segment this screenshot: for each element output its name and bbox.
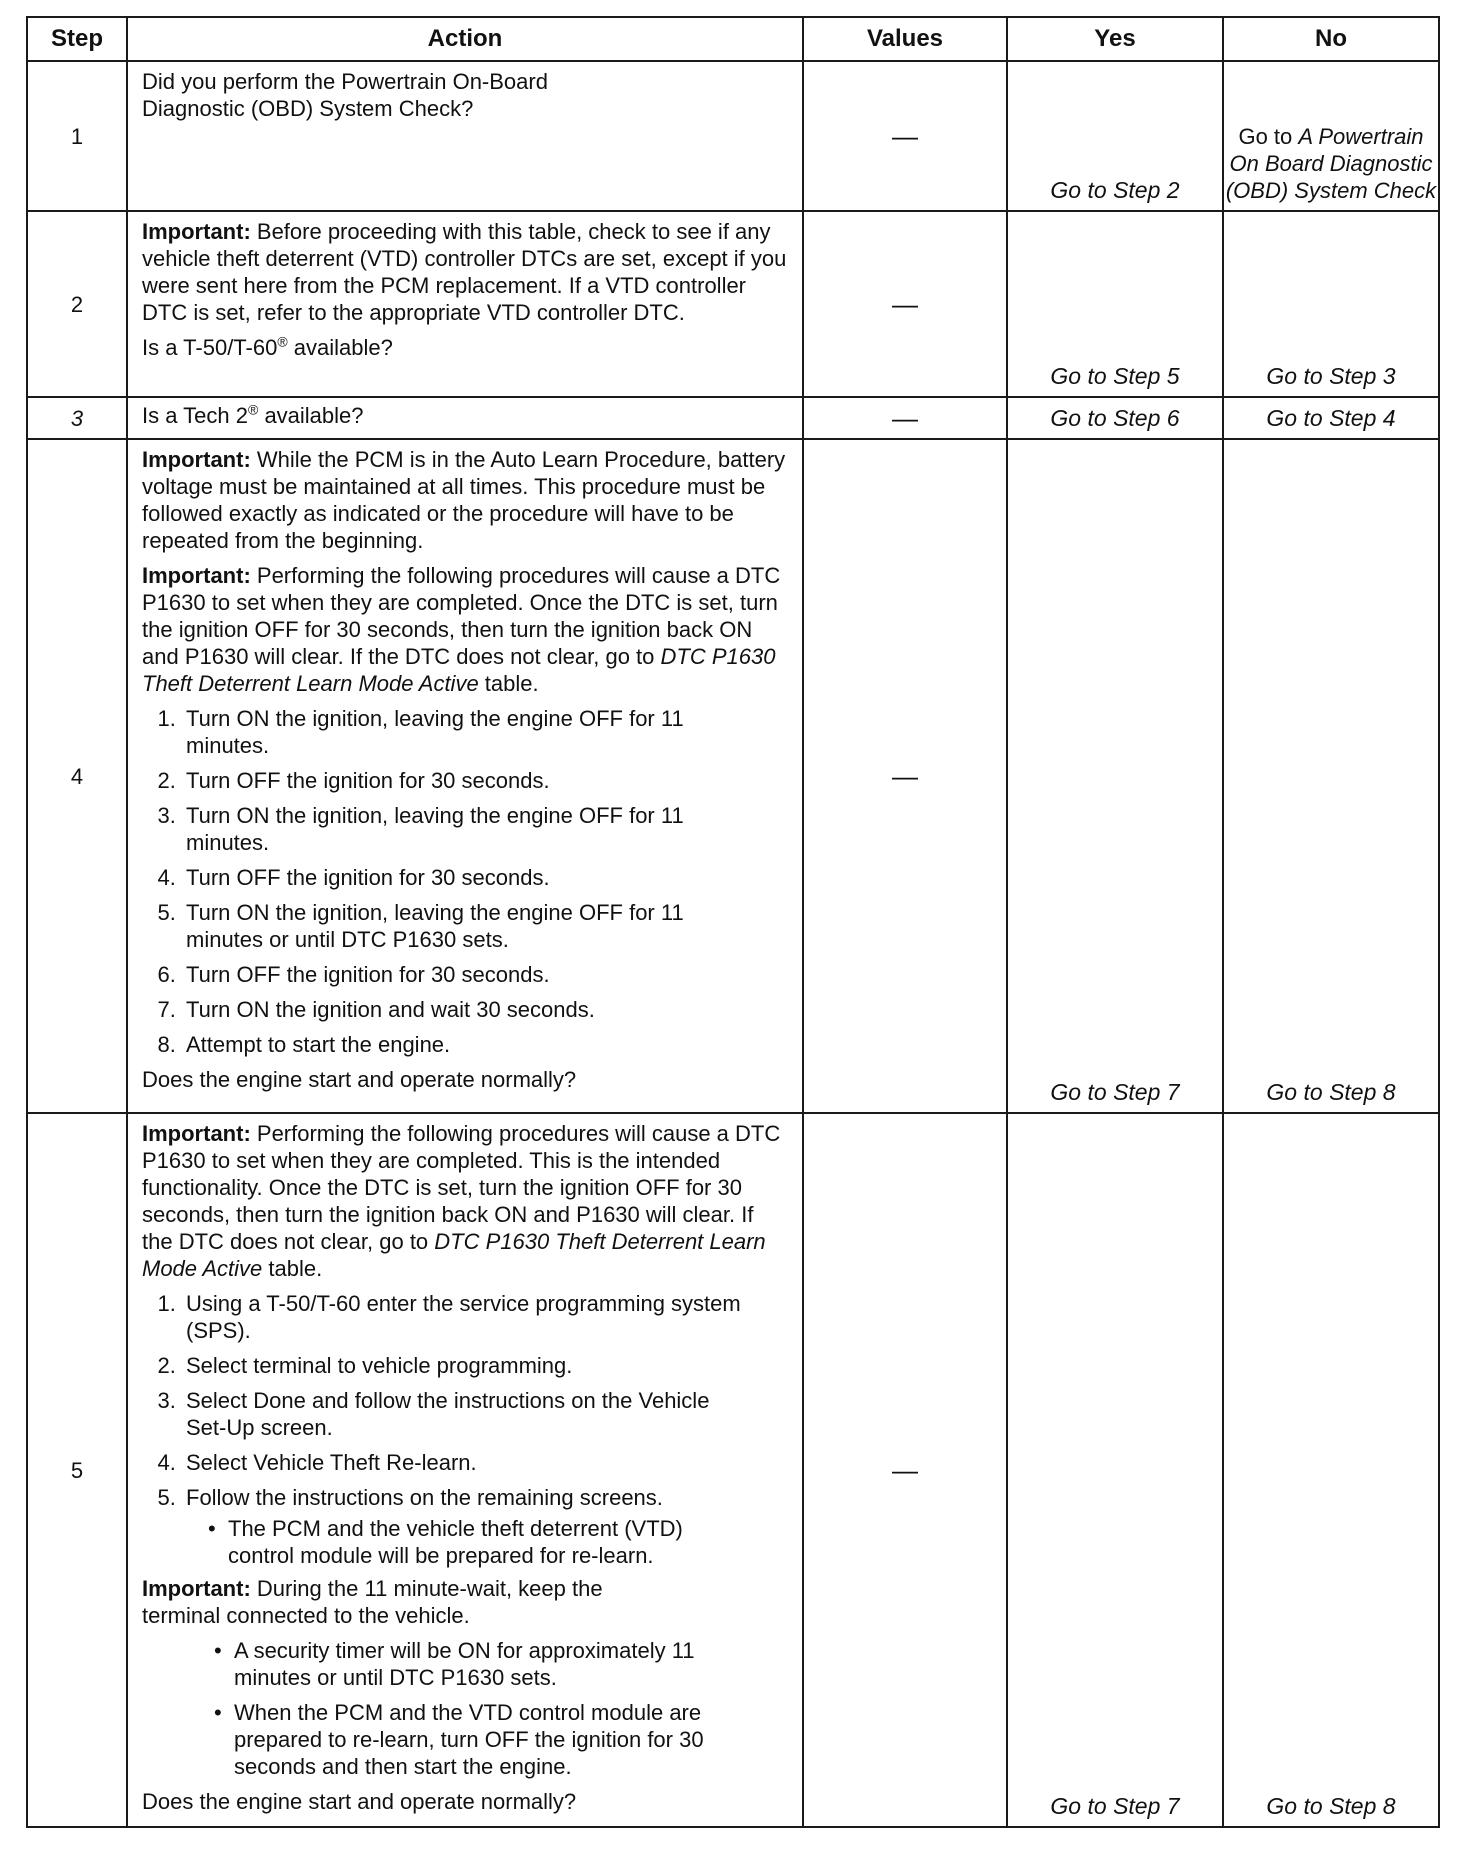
important-text: Before proceeding with this table, check to see if any vehicle theft deterrent (VTD) controller DTCs are set, except if you were sent here from the PCM replacement. If a VTD controller DTC is set, refer to the appropriate VTD controller DTC. — [142, 219, 787, 325]
sub-bullets — [186, 1515, 790, 1569]
action-cell — [127, 397, 803, 439]
no-link[interactable]: Go to Step 8 — [1266, 1079, 1396, 1105]
values-cell: — — [803, 397, 1007, 439]
important-text: During the 11 minute-wait, keep the terminal connected to the vehicle. — [142, 1576, 603, 1628]
step-number: 4 — [27, 439, 127, 1113]
action-cell — [127, 1113, 803, 1827]
header-yes: Yes — [1007, 17, 1223, 61]
no-cell — [1223, 1113, 1439, 1827]
header-no: No — [1223, 17, 1439, 61]
no-link[interactable]: Go to Step 8 — [1266, 1793, 1396, 1819]
yes-link[interactable]: Go to Step 6 — [1050, 405, 1180, 431]
important-text: Performing the following procedures will cause a DTC P1630 to set when they are completed. Once the DTC is set, turn the ignition OFF for 30 seconds, then turn the ignition back ON and P1630 will clear. If the DTC does not clear, go to — [142, 563, 781, 669]
procedure-step: 4. Select Vehicle Theft Re-learn. — [182, 1449, 790, 1476]
procedure-step: 6. Turn OFF the ignition for 30 seconds. — [182, 961, 790, 988]
table-row-step-1 — [27, 61, 1439, 211]
important-note: Important: Performing the following procedures will cause a DTC P1630 to set when they are completed. This is the intended functionality. Once the DTC is set, turn the ignition OFF for 30 seconds, then turn the ignition back ON and P1630 will clear. If the DTC does not clear, go to DTC P1630 Theft Deterrent Learn Mode Active table. — [142, 1121, 781, 1281]
important-label: Important: — [142, 1121, 251, 1146]
yes-cell — [1007, 1113, 1223, 1827]
procedure-step: 3. Turn ON the ignition, leaving the engine OFF for 11 minutes. — [182, 802, 746, 856]
procedure-step: 1. Turn ON the ignition, leaving the engine OFF for 11 minutes. — [182, 705, 746, 759]
no-link-target: A Powertrain On Board Diagnostic (OBD) System Check — [1225, 124, 1437, 203]
table-row-step-2 — [27, 211, 1439, 397]
yes-link[interactable]: Go to Step 7 — [1050, 1793, 1180, 1819]
procedure-step: 5. Turn ON the ignition, leaving the engine OFF for 11 minutes or until DTC P1630 sets. — [182, 899, 746, 953]
important-text: While the PCM is in the Auto Learn Procedure, battery voltage must be maintained at all times. This procedure must be followed exactly as indicated or the procedure will have to be repeated from the beginning. — [142, 447, 786, 553]
step-number: 1 — [27, 61, 127, 211]
header-values: Values — [803, 17, 1007, 61]
important-text: Performing the following procedures will cause a DTC P1630 to set when they are completed. This is the intended functionality. Once the DTC is set, turn the ignition OFF for 30 seconds, then turn the ignition back ON and P1630 will clear. If the DTC does not clear, go to — [142, 1121, 781, 1254]
action-question: Does the engine start and operate normally? — [142, 1789, 577, 1814]
action-question: Is a T-50/T-60® available? — [142, 333, 393, 360]
table-row-step-5 — [27, 1113, 1439, 1827]
important-note — [142, 1575, 682, 1629]
yes-cell — [1007, 61, 1223, 211]
procedure-steps — [142, 705, 790, 1058]
important-label: Important: — [142, 563, 251, 588]
no-link-prefix: Go to — [1238, 124, 1293, 149]
procedure-step: 2. Select terminal to vehicle programming. — [182, 1352, 790, 1379]
procedure-step: 3. Select Done and follow the instructions on the Vehicle Set-Up screen. — [182, 1387, 746, 1441]
table-reference[interactable]: DTC P1630 Theft Deterrent Learn Mode Active — [142, 1229, 766, 1281]
values-cell: — — [803, 211, 1007, 397]
action-cell — [127, 61, 803, 211]
important-note: Important: Performing the following procedures will cause a DTC P1630 to set when they are completed. Once the DTC is set, turn the ignition OFF for 30 seconds, then turn the ignition back ON and P1630 will clear. If the DTC does not clear, go to DTC P1630 Theft Deterrent Learn Mode Active table. — [142, 563, 781, 696]
sub-bullet: • The PCM and the vehicle theft deterrent (VTD) control module will be prepared for re-learn. — [208, 1515, 728, 1569]
timer-bullet: • When the PCM and the VTD control module are prepared to re-learn, turn OFF the ignition for 30 seconds and then start the engine. — [214, 1699, 734, 1780]
no-cell — [1223, 439, 1439, 1113]
action-cell — [127, 439, 803, 1113]
procedure-steps — [142, 1290, 790, 1569]
header-step: Step — [27, 17, 127, 61]
important-label: Important: — [142, 447, 251, 472]
procedure-step: 2. Turn OFF the ignition for 30 seconds. — [182, 767, 790, 794]
no-link[interactable] — [1224, 123, 1438, 204]
procedure-step: 1. Using a T-50/T-60 enter the service programming system (SPS). — [182, 1290, 746, 1344]
step-number: 3 — [27, 397, 127, 439]
timer-bullet: • A security timer will be ON for approximately 11 minutes or until DTC P1630 sets. — [214, 1637, 724, 1691]
values-cell: — — [803, 61, 1007, 211]
yes-link[interactable]: Go to Step 7 — [1050, 1079, 1180, 1105]
timer-bullets — [142, 1637, 790, 1780]
no-cell — [1223, 61, 1439, 211]
yes-cell — [1007, 397, 1223, 439]
diagnostic-table — [26, 16, 1440, 1828]
yes-cell — [1007, 211, 1223, 397]
step-number: 5 — [27, 1113, 127, 1827]
action-cell — [127, 211, 803, 397]
no-link[interactable]: Go to Step 4 — [1266, 405, 1396, 431]
table-row-step-3 — [27, 397, 1439, 439]
yes-cell — [1007, 439, 1223, 1113]
procedure-step: 7. Turn ON the ignition and wait 30 seconds. — [182, 996, 790, 1023]
header-row — [27, 17, 1439, 61]
yes-link[interactable]: Go to Step 5 — [1050, 363, 1180, 389]
no-cell — [1223, 211, 1439, 397]
yes-link[interactable]: Go to Step 2 — [1050, 177, 1180, 203]
table-reference[interactable]: DTC P1630 Theft Deterrent Learn Mode Active — [142, 644, 776, 696]
procedure-step: 8. Attempt to start the engine. — [182, 1031, 790, 1058]
values-cell: — — [803, 1113, 1007, 1827]
step-number: 2 — [27, 211, 127, 397]
action-question: Does the engine start and operate normally? — [142, 1067, 577, 1092]
important-label: Important: — [142, 219, 251, 244]
no-link[interactable]: Go to Step 3 — [1266, 363, 1396, 389]
header-action: Action — [127, 17, 803, 61]
important-note — [142, 218, 790, 326]
important-note — [142, 446, 790, 554]
procedure-step: 4. Turn OFF the ignition for 30 seconds. — [182, 864, 790, 891]
important-label: Important: — [142, 1576, 251, 1601]
procedure-step: 5. Follow the instructions on the remaining screens. • The PCM and the vehicle theft deterrent (VTD) control module will be prepared for re-learn. — [182, 1484, 790, 1569]
action-question: Is a Tech 2® available? — [142, 401, 364, 428]
no-cell — [1223, 397, 1439, 439]
action-question: Did you perform the Powertrain On-Board Diagnostic (OBD) System Check? — [142, 69, 548, 121]
values-cell: — — [803, 439, 1007, 1113]
table-row-step-4 — [27, 439, 1439, 1113]
